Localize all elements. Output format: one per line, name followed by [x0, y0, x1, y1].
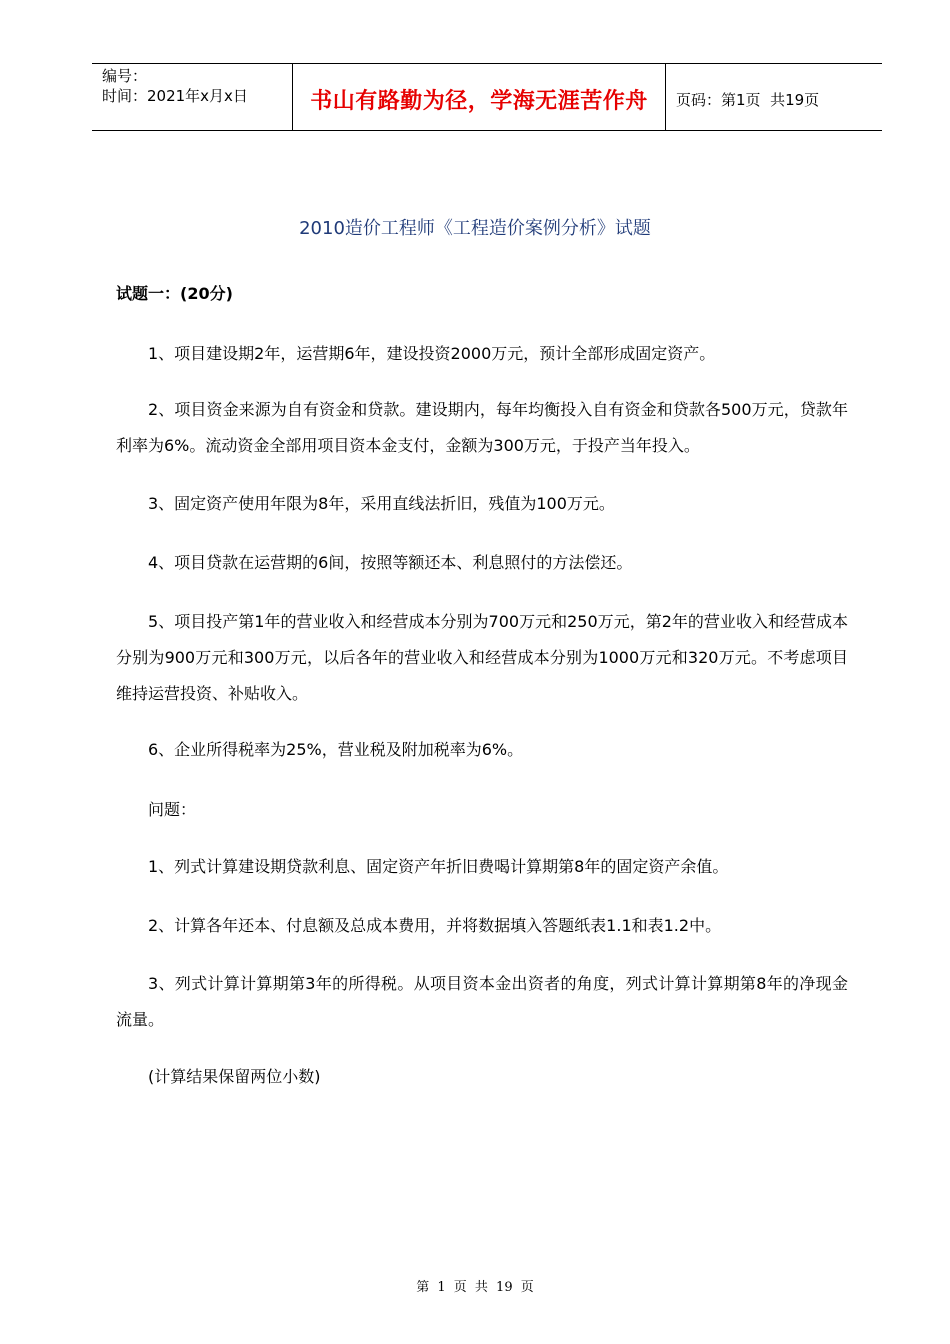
header-meta [92, 64, 293, 130]
rounding-note: (计算结果保留两位小数) [148, 1067, 321, 1086]
paragraph-1: 1、项目建设期2年，运营期6年，建设投资2000万元，预计全部形成固定资产。 [148, 344, 716, 363]
header-page-info-cell [666, 64, 882, 130]
paragraph-2: 2、项目资金来源为自有资金和贷款。建设期内，每年均衡投入自有资金和贷款各500万元，贷款年利率为6%。流动资金全部用项目资本金支付，金额为300万元，于投产当年投入。 [116, 400, 848, 455]
paragraph-4: 4、项目贷款在运营期的6间，按照等额还本、利息照付的方法偿还。 [148, 553, 633, 572]
header-page-info: 页码：第1页 共19页 [676, 90, 820, 109]
document-title: 2010造价工程师《工程造价案例分析》试题 [299, 218, 651, 239]
header-time-label: 时间：2021年x月x日 [102, 87, 248, 105]
question-1: 1、列式计算建设期贷款利息、固定资产年折旧费喝计算期第8年的固定资产余值。 [148, 857, 729, 876]
header-motto: 书山有路勤为径，学海无涯苦作舟 [293, 64, 666, 130]
paragraph-3: 3、固定资产使用年限为8年，采用直线法折旧，残值为100万元。 [148, 494, 615, 513]
section-heading: 试题一：(20分) [116, 284, 233, 303]
page-footer: 第 1 页 共 19 页 [416, 1280, 534, 1295]
question-2: 2、计算各年还本、付息额及总成本费用，并将数据填入答题纸表1.1和表1.2中。 [148, 916, 722, 935]
questions-label: 问题： [148, 800, 197, 819]
page-header [92, 63, 882, 131]
paragraph-5: 5、项目投产第1年的营业收入和经营成本分别为700万元和250万元，第2年的营业收入和经营成本分别为900万元和300万元，以后各年的营业收入和经营成本分别为1000万元和320万元。不考虑项目维持运营投资、补贴收入。 [116, 612, 848, 703]
paragraph-6: 6、企业所得税率为25%，营业税及附加税率为6%。 [148, 740, 524, 759]
header-number-label: 编号： [102, 67, 148, 85]
question-3: 3、列式计算计算期第3年的所得税。从项目资本金出资者的角度，列式计算计算期第8年的净现金流量。 [116, 974, 848, 1029]
